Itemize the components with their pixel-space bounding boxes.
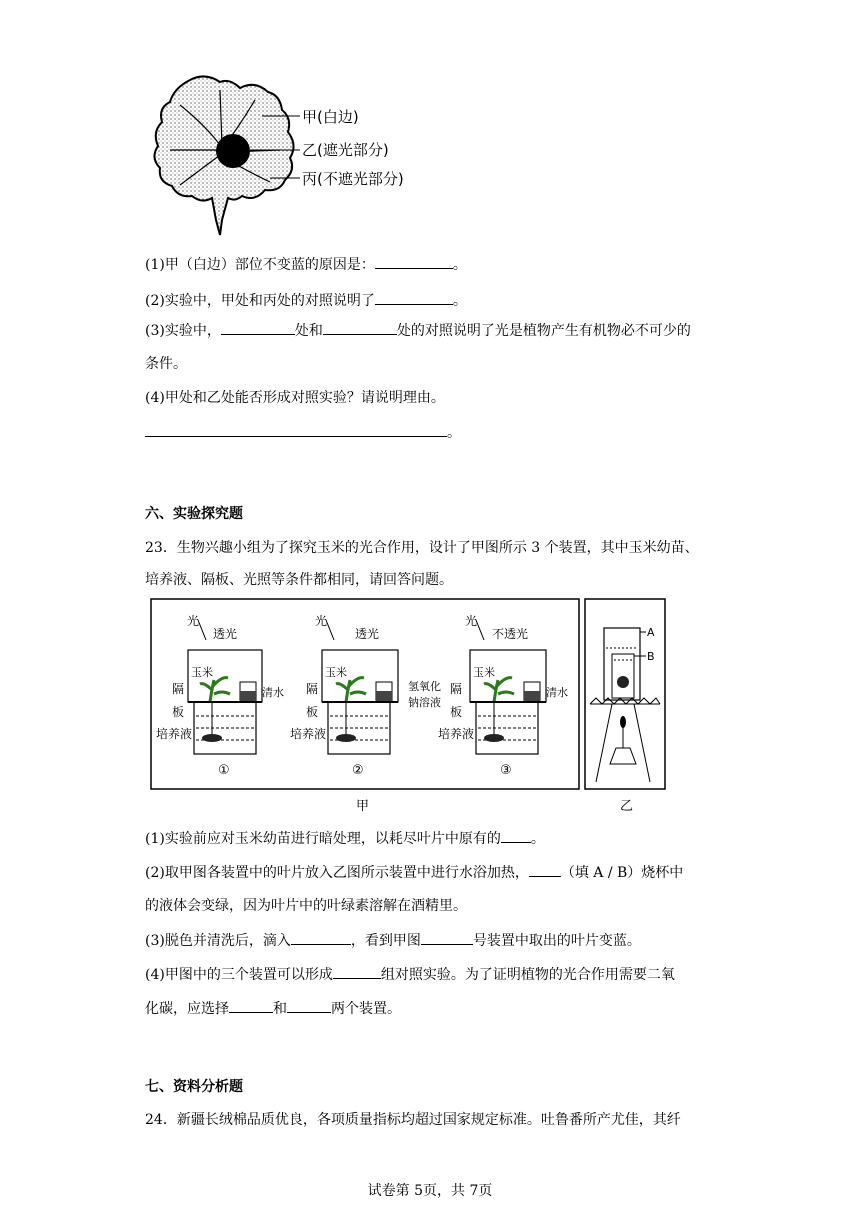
culture-label: 培养液 [156, 727, 193, 741]
beaker-a-label: A [647, 626, 655, 639]
page-footer: 试卷第 5页，共 7页 [367, 1183, 493, 1199]
naoh-label-1: 氢氧化 [408, 680, 441, 693]
answer-blank[interactable] [291, 930, 351, 945]
answer-blank[interactable] [529, 862, 561, 877]
section6-title: 六、实验探究题 [145, 506, 243, 522]
caption-yi: 乙 [620, 799, 634, 814]
corn-label: 玉米 [191, 666, 213, 679]
answer-blank[interactable] [145, 422, 447, 437]
section7-title: 七、资料分析题 [145, 1079, 243, 1095]
q22-part3-cont-text: 条件。 [145, 356, 187, 372]
opaque-label: 不透光 [492, 627, 529, 641]
q22-part1 [145, 254, 467, 275]
q23-part4-end: 组对照实验。为了证明植物的光合作用需要二氧 [380, 967, 675, 983]
corn-label: 玉米 [473, 666, 495, 679]
answer-blank[interactable] [229, 998, 273, 1013]
q22-part3-text: (3)实验中， [145, 323, 221, 339]
answer-blank[interactable] [501, 828, 531, 843]
partition-label-bottom: 板 [172, 705, 185, 719]
partition-label-top: 隔 [172, 682, 185, 696]
corn-label: 玉米 [325, 666, 347, 679]
q22-part1-end: 。 [452, 257, 467, 273]
partition-label-bottom: 板 [450, 705, 463, 719]
water-label: 清水 [546, 686, 568, 699]
caption-jia: 甲 [356, 799, 370, 814]
q24-line1 [145, 1110, 681, 1130]
q23-part4-cont [145, 998, 401, 1019]
water-bath-device [590, 626, 660, 782]
label-yi: 乙(遮光部分) [302, 141, 389, 159]
q23-part3-end: 号装置中取出的叶片变蓝。 [472, 933, 641, 949]
q23-part1 [145, 828, 545, 849]
q23-intro-text2: 培养液、隔板、光照等条件都相同，请回答问题。 [145, 572, 453, 588]
answer-blank[interactable] [421, 930, 473, 945]
device-3 [438, 613, 568, 778]
q23-intro-line2 [145, 570, 453, 590]
shaded-region [216, 134, 250, 168]
label-bing: 丙(不遮光部分) [302, 170, 404, 188]
light-label: 光 [187, 614, 200, 628]
device-2 [290, 613, 441, 778]
q22-part4-end: 。 [447, 425, 461, 441]
device-1 [156, 613, 284, 778]
q22-part1-text: (1)甲（白边）部位不变蓝的原因是： [145, 257, 375, 273]
partition-label-top: 隔 [306, 682, 319, 696]
light-label: 光 [465, 614, 478, 628]
answer-blank[interactable] [287, 998, 331, 1013]
device-number-3: ③ [500, 763, 512, 778]
q23-intro-line1 [145, 538, 699, 558]
partition-label-top: 隔 [450, 682, 463, 696]
q23-part4-cont-mid: 和 [273, 1001, 287, 1017]
answer-blank[interactable] [375, 254, 453, 269]
q23-part4-cont-text: 化碳，应选择 [145, 1001, 229, 1017]
q22-part4 [145, 388, 445, 408]
q23-part3-mid: ，看到甲图 [350, 933, 421, 949]
beaker-b-label: B [647, 650, 655, 663]
q23-part2 [145, 862, 683, 883]
culture-label: 培养液 [290, 727, 327, 741]
q24-text: 24．新疆长绒棉品质优良，各项质量指标均超过国家规定标准。吐鲁番所产尤佳，其纤 [145, 1112, 681, 1128]
transparent-label: 透光 [213, 627, 238, 641]
culture-label: 培养液 [438, 727, 475, 741]
q23-part4 [145, 964, 675, 985]
q23-part1-text: (1)实验前应对玉米幼苗进行暗处理，以耗尽叶片中原有的 [145, 831, 501, 847]
q23-part4-cont-end: 两个装置。 [331, 1001, 401, 1017]
device-number-1: ① [218, 763, 230, 778]
answer-blank[interactable] [375, 290, 453, 305]
leaf-diagram [150, 70, 420, 240]
answer-blank[interactable] [333, 964, 381, 979]
q23-part2-end: （填 A / B）烧杯中 [560, 865, 684, 881]
water-label: 清水 [262, 686, 284, 699]
q22-part3-end: 处的对照说明了光是植物产生有机物必不可少的 [396, 323, 691, 339]
q22-part3 [145, 320, 691, 341]
q23-part4-text: (4)甲图中的三个装置可以形成 [145, 967, 333, 983]
light-label: 光 [315, 614, 328, 628]
q23-part3-text: (3)脱色并清洗后，滴入 [145, 933, 291, 949]
device-number-2: ② [352, 763, 364, 778]
q23-part2-cont-text: 的液体会变绿，因为叶片中的叶绿素溶解在酒精里。 [145, 898, 467, 914]
q22-part3-cont [145, 354, 187, 374]
q22-part4-answer [145, 422, 461, 443]
q23-intro-text1: 23．生物兴趣小组为了探究玉米的光合作用，设计了甲图所示 3 个装置，其中玉米幼苗、 [145, 540, 699, 556]
q22-part4-text: (4)甲处和乙处能否形成对照实验？请说明理由。 [145, 390, 445, 406]
q23-part2-cont [145, 896, 467, 916]
q23-part2-text: (2)取甲图各装置中的叶片放入乙图所示装置中进行水浴加热， [145, 865, 529, 881]
q22-part3-mid: 处和 [294, 323, 323, 339]
q23-part3 [145, 930, 641, 951]
naoh-label-2: 钠溶液 [408, 696, 441, 709]
label-jia: 甲(白边) [302, 108, 359, 126]
partition-label-bottom: 板 [306, 705, 319, 719]
q22-part2-text: (2)实验中，甲处和丙处的对照说明了 [145, 293, 375, 309]
answer-blank[interactable] [221, 320, 295, 335]
transparent-label: 透光 [355, 627, 380, 641]
q22-part2-end: 。 [452, 293, 467, 309]
q22-part2 [145, 290, 467, 311]
answer-blank[interactable] [323, 320, 397, 335]
q23-part1-end: 。 [530, 831, 545, 847]
experiment-figure [150, 598, 670, 820]
